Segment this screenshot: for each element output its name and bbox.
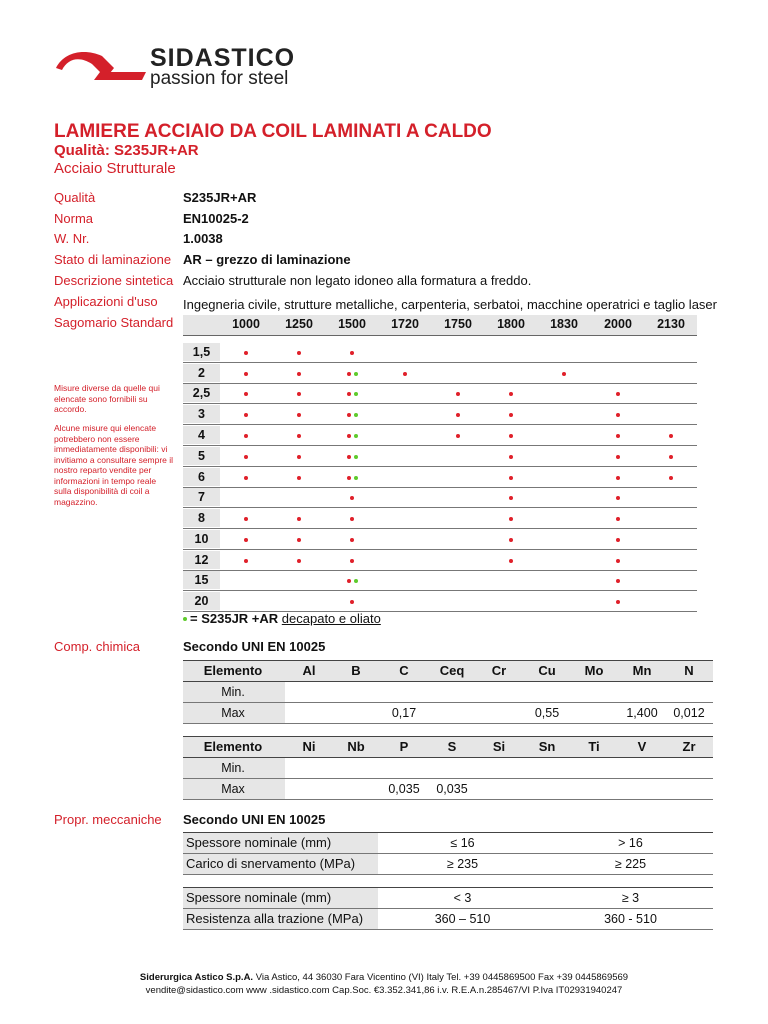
mech-value-a: 360 – 510 — [434, 912, 491, 926]
note-disponibilita: Alcune misure qui elencate potrebbero non essere immediatamente disponibili: vi invitiamo a consultare sempre il nostro reparto vendite per informazioni in tempo reale sulla disponibilità di coil a magazzino. — [54, 423, 174, 507]
avail-dot-red — [297, 559, 301, 563]
avail-dot-red — [297, 413, 301, 417]
chem-col-ni: Ni — [302, 739, 316, 754]
mech-row-label: Spessore nominale (mm) — [183, 888, 378, 908]
chem-col-p: P — [399, 739, 409, 754]
chem-col-al: Al — [302, 663, 316, 678]
norma-label: Norma — [54, 211, 94, 226]
avail-dot-green — [354, 392, 358, 396]
descrizione-label: Descrizione sintetica — [54, 273, 174, 288]
avail-dot-red — [616, 455, 620, 459]
stato-label: Stato di laminazione — [54, 252, 172, 267]
avail-dot-red — [297, 351, 301, 355]
avail-dot-red — [244, 455, 248, 459]
avail-dot-red — [616, 600, 620, 604]
avail-dot-green — [354, 434, 358, 438]
row-header-5: 5 — [183, 447, 220, 465]
avail-dot-red — [347, 372, 351, 376]
chem-cell: 0,55 — [534, 706, 560, 720]
avail-dot-red — [509, 434, 513, 438]
avail-dot-red — [669, 476, 673, 480]
row-header-15: 15 — [183, 571, 220, 589]
page-subtitle-2: Acciaio Strutturale — [54, 160, 176, 177]
chem-cell: 0,17 — [391, 706, 417, 720]
row-divider — [183, 466, 697, 467]
avail-dot-red — [347, 392, 351, 396]
avail-dot-red — [509, 455, 513, 459]
footer-address: Via Astico, 44 36030 Fara Vicentino (VI) Italy Tel. +39 0445869500 Fax +39 0445869569 — [255, 972, 629, 983]
avail-dot-red — [616, 434, 620, 438]
row-divider — [183, 403, 697, 404]
avail-dot-red — [297, 476, 301, 480]
avail-dot-red — [244, 351, 248, 355]
avail-dot-red — [350, 538, 354, 542]
chem-col-v: V — [637, 739, 647, 754]
chem-col-c: C — [399, 663, 409, 678]
qualita-value: S235JR+AR — [183, 190, 257, 205]
avail-dot-red — [297, 392, 301, 396]
wnr-value: 1.0038 — [183, 231, 223, 246]
row-header-10: 10 — [183, 530, 220, 548]
mech-value-a: ≤ 16 — [450, 836, 475, 850]
chem-col-s: S — [447, 739, 457, 754]
avail-dot-red — [244, 559, 248, 563]
row-divider — [183, 445, 697, 446]
page-title: LAMIERE ACCIAIO DA COIL LAMINATI A CALDO — [54, 121, 492, 142]
col-header-1500: 1500 — [338, 317, 366, 331]
row-header-1-5: 1,5 — [183, 343, 220, 361]
avail-dot-red — [350, 559, 354, 563]
chem-row-min-label: Min. — [221, 685, 245, 699]
mech-top-border — [183, 832, 713, 833]
footer-company: Siderurgica Astico S.p.A. — [139, 972, 254, 983]
avail-dot-red — [509, 496, 513, 500]
avail-dot-red — [347, 579, 351, 583]
descrizione-value: Acciaio strutturale non legato idoneo alla formatura a freddo. — [183, 273, 532, 288]
avail-dot-red — [456, 434, 460, 438]
avail-dot-red — [616, 538, 620, 542]
row-header-2: 2 — [183, 364, 220, 382]
chem-row-min-label: Min. — [221, 761, 245, 775]
avail-dot-green — [354, 579, 358, 583]
row-divider — [183, 590, 697, 591]
row-divider — [183, 424, 697, 425]
page-subtitle: Qualità: S235JR+AR — [54, 142, 199, 159]
avail-dot-red — [350, 517, 354, 521]
chem-col-zr: Zr — [682, 739, 696, 754]
avail-dot-red — [669, 434, 673, 438]
avail-dot-red — [669, 455, 673, 459]
col-header-2000: 2000 — [604, 317, 632, 331]
chem-col-elemento: Elemento — [203, 663, 263, 678]
row-header-3: 3 — [183, 405, 220, 423]
row-divider — [183, 383, 697, 384]
wnr-label: W. Nr. — [54, 231, 90, 246]
avail-dot-red — [347, 455, 351, 459]
avail-dot-red — [297, 517, 301, 521]
chem-row-max-label: Max — [221, 782, 245, 796]
avail-dot-red — [509, 517, 513, 521]
logo-swoosh — [54, 46, 150, 86]
applicazioni-label: Applicazioni d'uso — [54, 294, 158, 309]
mech-row-label: Spessore nominale (mm) — [183, 833, 378, 853]
row-header-6: 6 — [183, 468, 220, 486]
mech-value-a: ≥ 235 — [446, 857, 479, 871]
row-header-20: 20 — [183, 592, 220, 610]
note-diverse: Misure diverse da quelle qui elencate sono fornibili su accordo. — [54, 383, 160, 414]
row-header-12: 12 — [183, 551, 220, 569]
chem-row-max-label: Max — [221, 706, 245, 720]
mech-value-a: < 3 — [453, 891, 472, 905]
col-header-1750: 1750 — [444, 317, 472, 331]
chem-col-b: B — [351, 663, 361, 678]
row-divider — [183, 362, 697, 363]
sagomario-label: Sagomario Standard — [54, 315, 174, 330]
mech-top-border — [183, 887, 713, 888]
avail-dot-red — [244, 476, 248, 480]
row-divider — [183, 528, 697, 529]
avail-dot-red — [616, 559, 620, 563]
stato-value: AR – grezzo di laminazione — [183, 252, 351, 267]
chem-cell: 0,035 — [436, 782, 468, 796]
chem-col-sn: Sn — [538, 739, 556, 754]
row-divider — [183, 507, 697, 508]
avail-dot-red — [350, 600, 354, 604]
chem-col-elemento: Elemento — [203, 739, 263, 754]
chem-cell: 0,012 — [673, 706, 705, 720]
avail-dot-red — [509, 538, 513, 542]
avail-dot-red — [347, 413, 351, 417]
grid-legend — [183, 611, 381, 626]
col-header-1720: 1720 — [391, 317, 419, 331]
avail-dot-red — [244, 538, 248, 542]
footer-line-2: vendite@sidastico.com www .sidastico.com Cap.Soc. €3.352.341,86 i.v. R.E.A.n.285467/VI P.Iva IT02931940247 — [145, 985, 623, 996]
avail-dot-red — [350, 351, 354, 355]
col-header-1250: 1250 — [285, 317, 313, 331]
avail-dot-red — [456, 392, 460, 396]
avail-dot-green — [354, 372, 358, 376]
avail-dot-red — [562, 372, 566, 376]
legend-link: decapato e oliato — [281, 611, 381, 626]
col-header-2130: 2130 — [657, 317, 685, 331]
chem-col-ceq: Ceq — [439, 663, 465, 678]
chem-label: Comp. chimica — [54, 639, 140, 654]
avail-dot-red — [244, 413, 248, 417]
chem-col-mn: Mn — [632, 663, 652, 678]
avail-dot-red — [616, 476, 620, 480]
avail-dot-green — [354, 476, 358, 480]
avail-dot-red — [297, 538, 301, 542]
avail-dot-red — [509, 392, 513, 396]
avail-dot-red — [616, 517, 620, 521]
avail-dot-red — [347, 476, 351, 480]
mech-value-b: ≥ 3 — [621, 891, 640, 905]
mech-standard: Secondo UNI EN 10025 — [183, 812, 326, 827]
avail-dot-red — [297, 455, 301, 459]
col-header-1800: 1800 — [497, 317, 525, 331]
row-divider — [183, 549, 697, 550]
chem-col-si: Si — [492, 739, 506, 754]
col-header-1830: 1830 — [550, 317, 578, 331]
row-divider — [183, 570, 697, 571]
norma-value: EN10025-2 — [183, 211, 249, 226]
chem-cell: 1,400 — [626, 706, 658, 720]
brand-name: SIDASTICO — [150, 44, 296, 72]
applicazioni-value: Ingegneria civile, strutture metalliche, carpenteria, serbatoi, macchine operatrici e taglio laser — [183, 297, 717, 312]
mech-value-b: 360 - 510 — [604, 912, 657, 926]
avail-dot-red — [509, 559, 513, 563]
avail-dot-red — [297, 372, 301, 376]
avail-dot-red — [616, 413, 620, 417]
footer-line-1 — [0, 972, 768, 983]
avail-dot-red — [350, 496, 354, 500]
avail-dot-green — [354, 413, 358, 417]
chem-standard: Secondo UNI EN 10025 — [183, 639, 326, 654]
brand-tagline: passion for steel — [150, 68, 289, 89]
mech-row-label: Resistenza alla trazione (MPa) — [183, 909, 378, 929]
avail-dot-red — [456, 413, 460, 417]
chem-row-divider — [183, 723, 713, 724]
mech-value-b: > 16 — [618, 836, 643, 850]
mech-row-divider — [183, 929, 713, 930]
mech-value-b: ≥ 225 — [614, 857, 647, 871]
avail-dot-red — [616, 392, 620, 396]
row-header-2-5: 2,5 — [183, 384, 220, 402]
chem-col-ti: Ti — [588, 739, 600, 754]
legend-green-dot — [183, 617, 187, 621]
chem-col-n: N — [684, 663, 694, 678]
avail-dot-red — [347, 434, 351, 438]
avail-dot-green — [354, 455, 358, 459]
avail-dot-red — [616, 579, 620, 583]
chem-cell: 0,035 — [388, 782, 420, 796]
mech-row-divider — [183, 874, 713, 875]
row-header-8: 8 — [183, 509, 220, 527]
qualita-label: Qualità — [54, 190, 96, 205]
row-header-4: 4 — [183, 426, 220, 444]
row-header-7: 7 — [183, 488, 220, 506]
avail-dot-red — [244, 517, 248, 521]
chem-col-nb: Nb — [347, 739, 365, 754]
chem-col-cr: Cr — [491, 663, 507, 678]
avail-dot-red — [244, 392, 248, 396]
avail-dot-red — [297, 434, 301, 438]
avail-dot-red — [244, 434, 248, 438]
avail-dot-red — [403, 372, 407, 376]
row-divider — [183, 487, 697, 488]
chem-col-mo: Mo — [584, 663, 604, 678]
avail-dot-red — [244, 372, 248, 376]
col-header-1000: 1000 — [232, 317, 260, 331]
chem-col-cu: Cu — [538, 663, 556, 678]
avail-dot-red — [616, 496, 620, 500]
legend-text: = S235JR +AR — [190, 611, 279, 626]
avail-dot-red — [509, 413, 513, 417]
avail-dot-red — [509, 476, 513, 480]
chem-row-divider — [183, 799, 713, 800]
mech-row-label: Carico di snervamento (MPa) — [183, 854, 378, 874]
mech-label: Propr. meccaniche — [54, 812, 162, 827]
